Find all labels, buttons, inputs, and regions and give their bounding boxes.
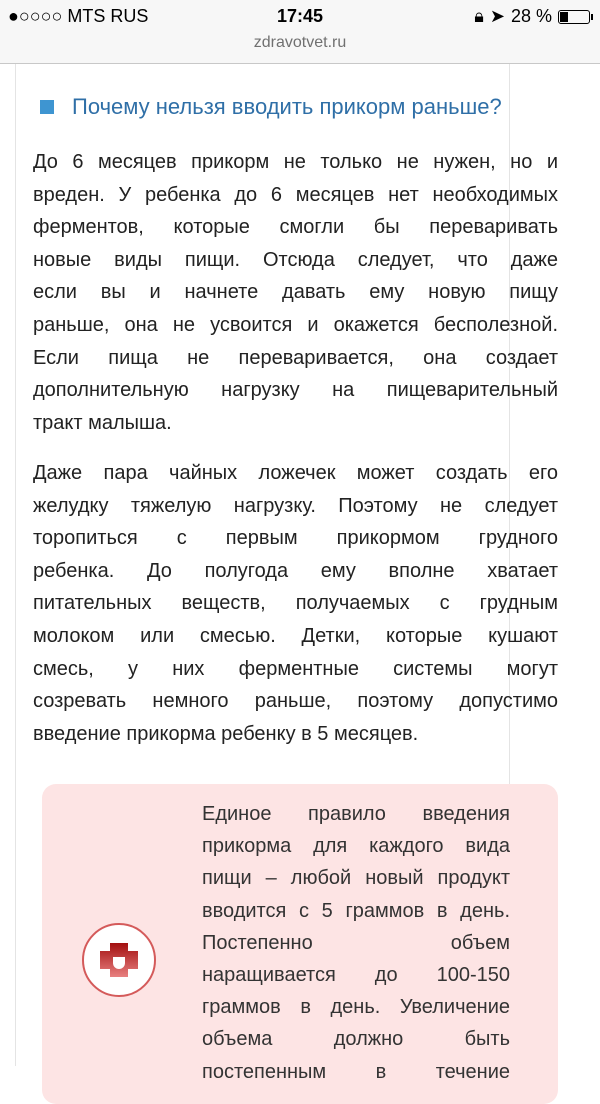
text-line: ферментов, которые смогли бы переваривать [33, 216, 558, 239]
text-line: Если пища не переваривается, она создает [33, 346, 558, 369]
text-line: тракт малыша. [33, 411, 172, 434]
text-line: смесь, у них ферментные системы могут [33, 657, 558, 680]
carrier-label: ●○○○○ MTS RUS [8, 6, 149, 26]
section-heading [40, 94, 502, 120]
text-line: введение прикорма ребенку в 5 месяцев. [33, 722, 419, 745]
callout-text [202, 798, 510, 1088]
text-line: торопиться с первым прикормом грудного [33, 527, 558, 550]
text-line: граммов в день. Увеличение [202, 996, 510, 1019]
text-line: вводится с 5 граммов в день. [202, 899, 510, 922]
text-line: новые виды пищи. Отсюда следует, что даже [33, 248, 558, 271]
clock: 17:45 [276, 6, 324, 26]
paragraph-2 [33, 457, 558, 750]
text-line: объема должно быть [202, 1028, 510, 1051]
text-line: наращивается до 100-150 [202, 963, 510, 986]
text-line: созревать немного раньше, поэтому допустимо [33, 690, 558, 713]
browser-top-bar [0, 0, 600, 64]
location-arrow-icon: ➤ [489, 6, 505, 26]
text-line: пищи – любой новый продукт [202, 867, 510, 890]
text-line: Постепенно объем [202, 931, 510, 954]
text-line: питательных веществ, получаемых с грудным [33, 592, 558, 615]
text-line: молоком или смесью. Детки, которые кушают [33, 624, 558, 647]
callout-box [42, 784, 558, 1104]
heading-text: Почему нельзя вводить прикорм раньше? [72, 94, 502, 119]
status-bar [0, 6, 600, 30]
paragraph-1 [33, 146, 558, 439]
text-line: вреден. У ребенка до 6 месяцев нет необходимых [33, 183, 558, 206]
text-line: Даже пара чайных ложечек может создать его [33, 462, 558, 484]
address-bar[interactable]: zdravotvet.ru [253, 34, 347, 51]
text-line: До 6 месяцев прикорм не только не нужен, но и [33, 151, 558, 173]
bullet-square-icon [40, 100, 54, 114]
text-line: раньше, она не усвоится и окажется бесполезной. [33, 313, 558, 336]
medical-cross-icon [82, 923, 156, 997]
text-line: Единое правило введения [202, 803, 510, 825]
text-line: постепенным в течение [202, 1060, 510, 1083]
battery-percent: 28 % [510, 6, 552, 26]
battery-icon [558, 10, 590, 24]
text-line: если вы и начнете давать ему новую пищу [33, 281, 558, 304]
text-line: дополнительную нагрузку на пищеварительный [33, 379, 558, 402]
text-line: прикорма для каждого вида [202, 835, 510, 858]
rotation-lock-icon: 🔒︎ [474, 6, 484, 26]
text-line: ребенка. До полугода ему вполне хватает [33, 559, 558, 582]
text-line: желудку тяжелую нагрузку. Поэтому не следует [33, 494, 558, 517]
